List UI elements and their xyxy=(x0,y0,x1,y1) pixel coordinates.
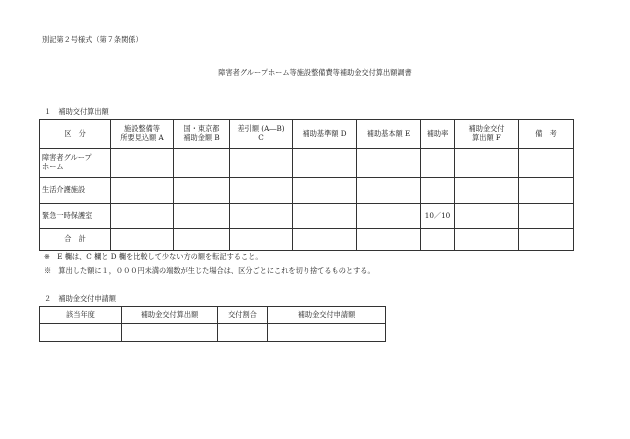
cell-rate[interactable] xyxy=(421,229,455,251)
row-label: 緊急一時保護室 xyxy=(40,204,111,229)
cell-biko[interactable] xyxy=(519,149,574,178)
cell-b[interactable] xyxy=(174,204,230,229)
note-1: ※ E 欄は、C 欄と D 欄を比較して少ない方の額を転記すること。 xyxy=(44,252,263,261)
cell-a[interactable] xyxy=(111,229,174,251)
calculation-table xyxy=(39,119,574,251)
header-biko: 備 考 xyxy=(519,120,574,149)
cell-c[interactable] xyxy=(230,178,293,204)
cell-rate[interactable] xyxy=(421,149,455,178)
cell-year[interactable] xyxy=(40,324,122,342)
row-label-total: 合 計 xyxy=(40,229,111,251)
cell-e[interactable] xyxy=(357,229,421,251)
header-f: 補助金交付 算出額 F xyxy=(455,120,519,149)
header-a: 施設整備等 所要見込額 A xyxy=(111,120,174,149)
header-ratio: 交付割合 xyxy=(218,307,268,324)
cell-e[interactable] xyxy=(357,149,421,178)
table-row xyxy=(40,178,574,204)
table-row xyxy=(40,204,574,229)
cell-f[interactable] xyxy=(455,149,519,178)
table-row xyxy=(40,149,574,178)
section2-heading: ２ 補助金交付申請額 xyxy=(44,294,116,303)
cell-biko[interactable] xyxy=(519,178,574,204)
header-kubun: 区 分 xyxy=(40,120,111,149)
cell-biko[interactable] xyxy=(519,229,574,251)
cell-calc[interactable] xyxy=(122,324,218,342)
cell-c[interactable] xyxy=(230,229,293,251)
document-title: 障害者グループホーム等施設整備費等補助金交付算出額調書 xyxy=(218,68,412,77)
header-row xyxy=(40,120,574,149)
header-calc: 補助金交付算出額 xyxy=(122,307,218,324)
total-row xyxy=(40,229,574,251)
row-label: 障害者グループ ホーム xyxy=(40,149,111,178)
cell-e[interactable] xyxy=(357,178,421,204)
header-row xyxy=(40,307,386,324)
cell-c[interactable] xyxy=(230,149,293,178)
header-rate: 補助率 xyxy=(421,120,455,149)
header-apply: 補助金交付申請額 xyxy=(268,307,386,324)
cell-b[interactable] xyxy=(174,178,230,204)
cell-d[interactable] xyxy=(293,178,357,204)
cell-ratio[interactable] xyxy=(218,324,268,342)
cell-apply[interactable] xyxy=(268,324,386,342)
section1-heading: １ 補助交付算出額 xyxy=(44,107,109,116)
cell-f[interactable] xyxy=(455,204,519,229)
cell-f[interactable] xyxy=(455,229,519,251)
cell-b[interactable] xyxy=(174,229,230,251)
cell-e[interactable] xyxy=(357,204,421,229)
cell-a[interactable] xyxy=(111,178,174,204)
cell-f[interactable] xyxy=(455,178,519,204)
cell-rate[interactable] xyxy=(421,178,455,204)
header-c: 差引額 (A―B) C xyxy=(230,120,293,149)
cell-d[interactable] xyxy=(293,204,357,229)
application-table xyxy=(39,306,386,342)
cell-d[interactable] xyxy=(293,149,357,178)
cell-b[interactable] xyxy=(174,149,230,178)
header-e: 補助基本額 E xyxy=(357,120,421,149)
cell-a[interactable] xyxy=(111,149,174,178)
header-year: 該当年度 xyxy=(40,307,122,324)
note-2: ※ 算出した額に１，０００円未満の端数が生じた場合は、区分ごとにこれを切り捨てるものとする。 xyxy=(44,266,375,275)
cell-biko[interactable] xyxy=(519,204,574,229)
header-b: 国・東京都 補助金額 B xyxy=(174,120,230,149)
cell-a[interactable] xyxy=(111,204,174,229)
table-row xyxy=(40,324,386,342)
cell-rate[interactable]: 10／10 xyxy=(421,204,455,229)
cell-d[interactable] xyxy=(293,229,357,251)
form-label: 別記第２号様式（第７条関係） xyxy=(42,35,143,44)
cell-c[interactable] xyxy=(230,204,293,229)
header-d: 補助基準額 D xyxy=(293,120,357,149)
row-label: 生活介護施設 xyxy=(40,178,111,204)
